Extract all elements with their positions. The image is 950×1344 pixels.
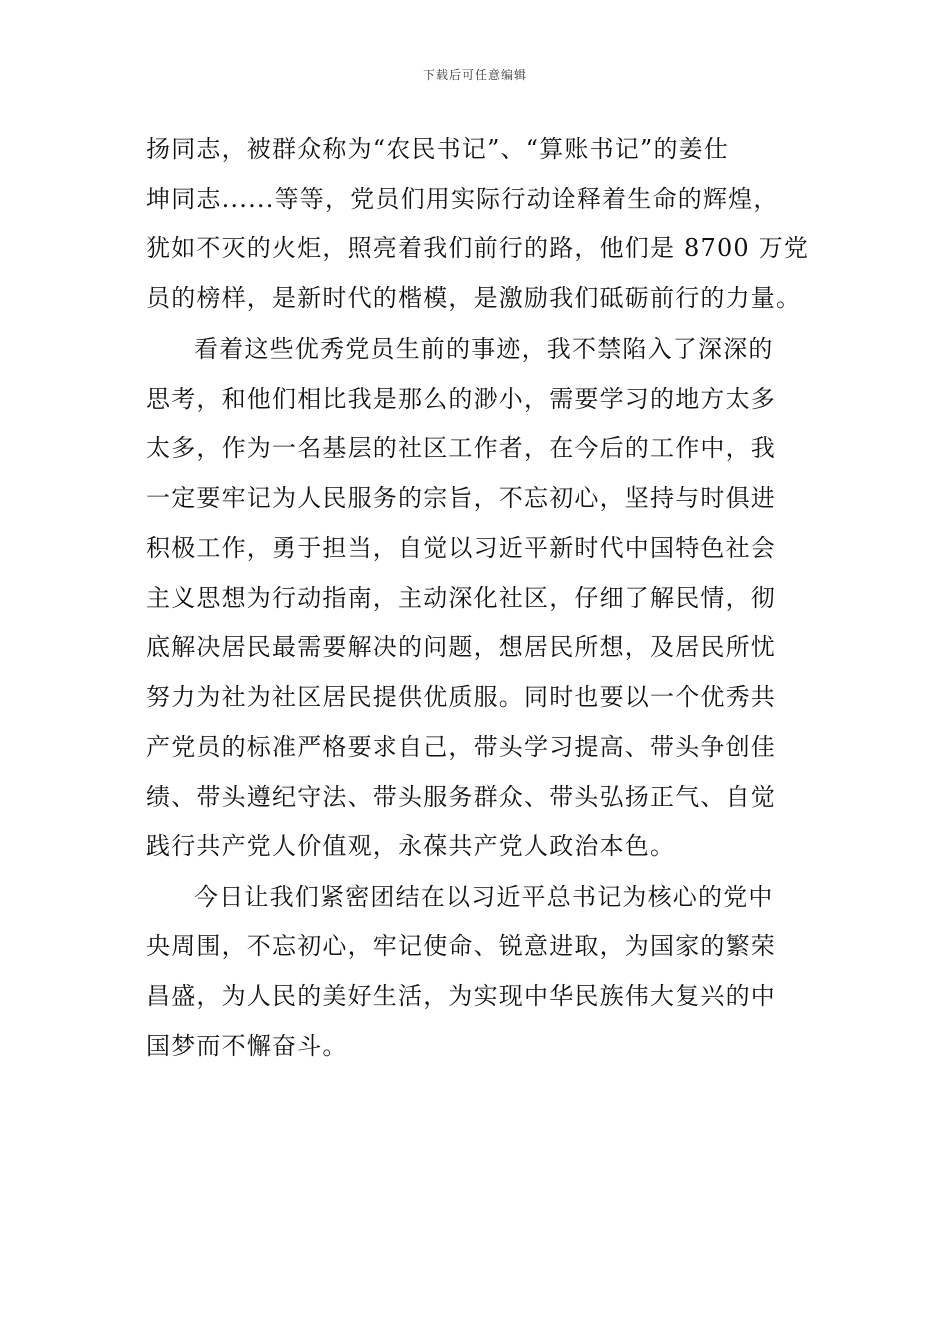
- body-line: 犹如不灭的火炬，照亮着我们前行的路，他们是 8700 万党: [146, 234, 810, 262]
- body-line: 产党员的标准严格要求自己，带头学习提高、带头争创佳: [146, 733, 776, 761]
- body-line: 努力为社为社区居民提供优质服。同时也要以一个优秀共: [146, 683, 776, 711]
- body-line: 昌盛，为人民的美好生活，为实现中华民族伟大复兴的中: [146, 982, 776, 1010]
- body-line: 扬同志，被群众称为“农民书记”、“算账书记”的姜仕: [146, 135, 730, 163]
- body-line: 主义思想为行动指南，主动深化社区，仔细了解民情，彻: [146, 584, 776, 612]
- body-line: 思考，和他们相比我是那么的渺小，需要学习的地方太多: [146, 385, 776, 413]
- body-line: 央周围，不忘初心，牢记使命、锐意进取，为国家的繁荣: [146, 932, 776, 960]
- body-line: 太多，作为一名基层的社区工作者，在今后的工作中，我: [146, 434, 776, 462]
- body-line: 一定要牢记为人民服务的宗旨，不忘初心，坚持与时俱进: [146, 484, 776, 512]
- body-line: 员的榜样，是新时代的楷模，是激励我们砥砺前行的力量。: [146, 284, 802, 312]
- paragraph-first-line: 今日让我们紧密团结在以习近平总书记为核心的党中: [194, 883, 774, 911]
- body-line: 国梦而不懈奋斗。: [146, 1032, 348, 1060]
- body-line: 积极工作，勇于担当，自觉以习近平新时代中国特色社会: [146, 534, 776, 562]
- body-line: 坤同志......等等，党员们用实际行动诠释着生命的辉煌，: [146, 185, 779, 213]
- header-note: 下载后可任意编辑: [422, 68, 527, 82]
- body-line: 绩、带头遵纪守法、带头服务群众、带头弘扬正气、自觉: [146, 783, 776, 811]
- paragraph-first-line: 看着这些优秀党员生前的事迹，我不禁陷入了深深的: [194, 335, 774, 363]
- body-line: 践行共产党人价值观，永葆共产党人政治本色。: [146, 832, 676, 860]
- body-line: 底解决居民最需要解决的问题，想居民所想，及居民所忧: [146, 633, 776, 661]
